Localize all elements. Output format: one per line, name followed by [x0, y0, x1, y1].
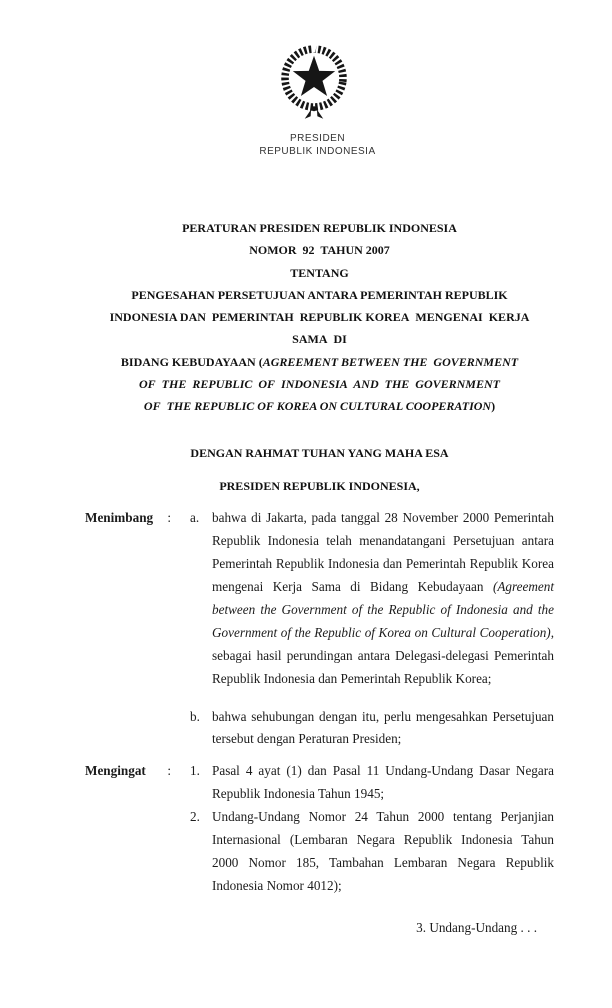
authority-line: PRESIDEN REPUBLIK INDONESIA, [219, 478, 420, 493]
title-line-5: INDONESIA DAN PEMERINTAH REPUBLIK KOREA MENGENAI KERJA [109, 310, 530, 325]
item-text: Undang-Undang Nomor 24 Tahun 2000 tentang Perjanjian Internasional (Lembaran Negara Republik Indonesia Tahun 2000 Nomor 185, Tambahan Lembaran Negara Republik Indonesia Nomor 4012); [212, 809, 554, 893]
title-line-3: TENTANG [290, 265, 349, 280]
considerations-section [85, 507, 554, 751]
considerations-label-text: Menimbang [85, 510, 154, 526]
title-line-8 [85, 373, 554, 395]
title-line-9 [85, 395, 554, 417]
legal-basis-item-2 [190, 806, 554, 898]
letterhead [83, 132, 552, 158]
legal-basis-colon: : [167, 763, 171, 779]
consideration-item-b [190, 706, 554, 752]
item-text: Pasal 4 ayat (1) dan Pasal 11 Undang-Undang Dasar Negara Republik Indonesia Tahun 1945; [212, 763, 554, 802]
item-text-italic: (Agreement between the Government of the Republic of Indonesia and the Government of the Republic of Korea on Cultural Cooperation) [212, 578, 554, 640]
item-text-plain: bahwa di Jakarta, pada tanggal 28 November 2000 Pemerintah Republik Indonesia telah menandatangani Persetujuan antara Pemerintah Republik Indonesia dan Pemerintah Republik Korea mengenai Kerja Sama di Bidang Kebudayaan [212, 510, 554, 594]
title-line-1: PERATURAN PRESIDEN REPUBLIK INDONESIA [182, 221, 457, 235]
considerations-label [85, 507, 171, 751]
item-marker: 2. [190, 809, 200, 825]
legal-basis-item-1 [190, 760, 554, 806]
considerations-items [190, 507, 554, 751]
title-line-8-italic: OF THE REPUBLIC OF INDONESIA AND THE GOVERNMENT [139, 377, 500, 392]
legal-basis-section [85, 760, 554, 897]
considerations-colon: : [167, 510, 171, 526]
title-line-6: SAMA DI [292, 332, 347, 347]
letterhead-line-republik: REPUBLIK INDONESIA [259, 146, 376, 157]
title-line-9-italic: OF THE REPUBLIC OF KOREA ON CULTURAL COOPERATION [143, 399, 492, 414]
item-text-plain: , sebagai hasil perundingan antara Delegasi-delegasi Pemerintah Republik Indonesia dan Pemerintah Republik Korea; [212, 624, 554, 686]
title-line-4: PENGESAHAN PERSETUJUAN ANTARA PEMERINTAH REPUBLIK [131, 287, 508, 302]
title-block [85, 217, 554, 418]
title-line-7-italic: AGREEMENT BETWEEN THE GOVERNMENT [262, 354, 519, 369]
title-line-9-plain: ) [491, 399, 496, 414]
item-marker: 1. [190, 763, 200, 779]
legal-basis-label-text: Mengingat [85, 763, 146, 779]
legal-basis-items [190, 760, 554, 897]
item-marker: a. [190, 510, 200, 526]
legal-basis-label [85, 760, 171, 897]
letterhead-line-presiden: PRESIDEN [289, 133, 346, 144]
consideration-item-a [190, 507, 554, 690]
clauses [85, 507, 554, 898]
catchword-footer: 3. Undang-Undang . . . [416, 920, 537, 935]
title-line-7 [85, 351, 554, 373]
national-emblem [79, 0, 548, 124]
title-line-7-plain: BIDANG KEBUDAYAAN ( [120, 354, 263, 369]
item-text: bahwa sehubungan dengan itu, perlu mengesahkan Persetujuan tersebut dengan Peraturan Presiden; [212, 708, 554, 747]
title-line-2: NOMOR 92 TAHUN 2007 [249, 243, 390, 258]
star-wreath-icon [272, 43, 356, 119]
item-marker: b. [190, 708, 200, 724]
item-text [212, 507, 554, 690]
invocation-line: DENGAN RAHMAT TUHAN YANG MAHA ESA [190, 445, 449, 460]
